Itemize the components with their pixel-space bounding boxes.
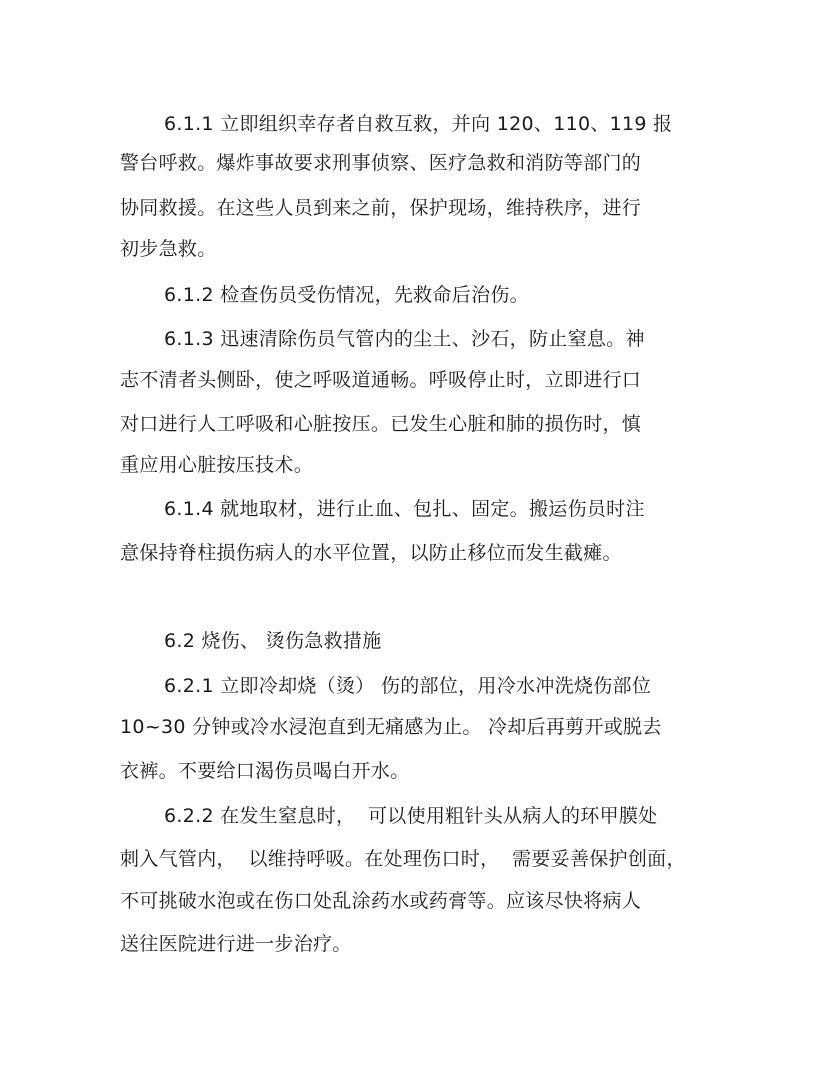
text-line: 6.2.1 立即冷却烧（烫） 伤的部位，用冷水冲洗烧伤部位 (164, 675, 652, 697)
text-line: 重应用心脏按压技术。 (120, 454, 314, 476)
text-line: 6.1.3 迅速清除伤员气管内的尘土、沙石，防止窒息。神 (164, 328, 645, 350)
text-line: 6.1.4 就地取材，进行止血、包扎、固定。搬运伤员时注 (164, 498, 645, 520)
text-line: 送往医院进行进一步治疗。 (120, 933, 352, 955)
text-line: 6.1.1 立即组织幸存者自救互救，并向 120、110、119 报 (164, 113, 673, 135)
text-line: 协同救援。在这些人员到来之前，保护现场，维持秩序，进行 (120, 197, 642, 219)
text-line: 6.1.2 检查伤员受伤情况，先救命后治伤。 (164, 284, 529, 306)
text-line: 初步急救。 (120, 238, 217, 260)
text-line: 对口进行人工呼吸和心脏按压。已发生心脏和肺的损伤时，慎 (120, 413, 642, 435)
text-line: 警台呼救。爆炸事故要求刑事侦察、医疗急救和消防等部门的 (120, 152, 642, 174)
text-line: 不可挑破水泡或在伤口处乱涂药水或药膏等。应该尽快将病人 (120, 890, 642, 912)
text-line: 6.2.2 在发生窒息时， 可以使用粗针头从病人的环甲膜处 (164, 805, 658, 827)
text-line: 衣裤。不要给口渴伤员喝白开水。 (120, 760, 410, 782)
text-line: 意保持脊柱损伤病人的水平位置，以防止移位而发生截瘫。 (120, 542, 622, 564)
text-line: 刺入气管内， 以维持呼吸。在处理伤口时， 需要妥善保护创面， (120, 848, 686, 870)
text-line: 10~30 分钟或冷水浸泡直到无痛感为止。 冷却后再剪开或脱去 (120, 716, 662, 738)
text-line: 志不清者头侧卧，使之呼吸道通畅。呼吸停止时，立即进行口 (120, 369, 642, 391)
section-heading: 6.2 烧伤、 烫伤急救措施 (164, 630, 382, 652)
